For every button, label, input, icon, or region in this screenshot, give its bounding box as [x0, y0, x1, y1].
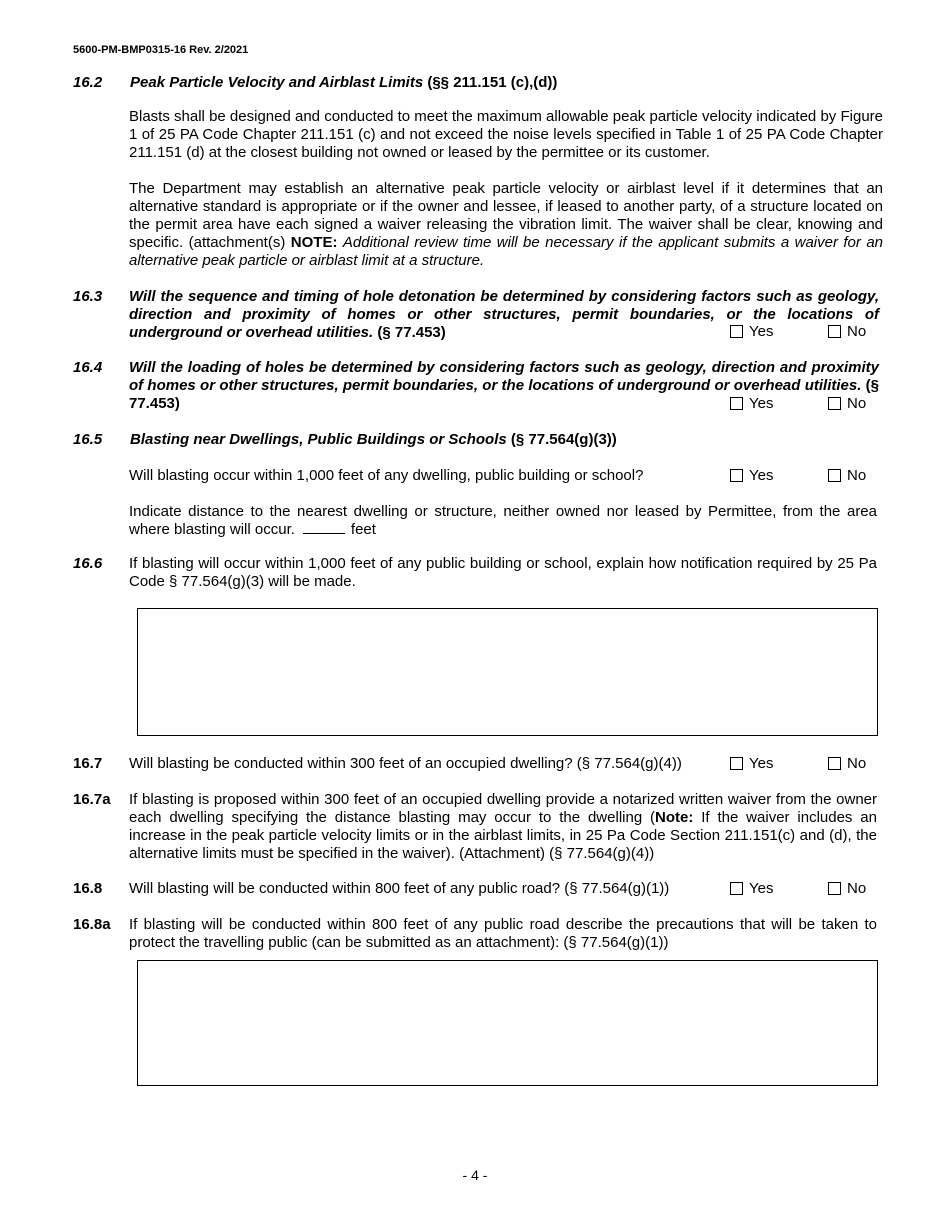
section-16-7-no-option[interactable]: [828, 755, 866, 772]
section-16-5-cite: (§ 77.564(g)(3)): [510, 431, 617, 448]
section-16-5-no-option[interactable]: [828, 467, 866, 484]
yes-label: Yes: [749, 467, 774, 484]
section-16-7a-text-2: If the waiver includes an increase in the peak particle velocity limits or in the airblast limits, in 25 Pa Code Section 211.151(c) and (d), the alternative limits must be specified in the waiver). (Attachment) (§ 77.564(g)(4)): [129, 809, 877, 862]
section-16-7-number: 16.7: [73, 755, 103, 772]
section-16-4-number: 16.4: [73, 359, 103, 376]
section-16-4-no-option[interactable]: [828, 395, 866, 412]
no-label: No: [847, 467, 867, 484]
section-16-7a-text-1: If blasting is proposed within 300 feet of an occupied dwelling provide a notarized written waiver from the owner each dwelling specifying the distance blasting may occur to the dwelling (: [129, 791, 877, 826]
section-16-8-question: Will blasting will be conducted within 800 feet of any public road? (§ 77.564(g)(1)): [129, 880, 670, 897]
yes-label: Yes: [749, 323, 774, 340]
notification-explanation-textbox[interactable]: [137, 608, 878, 736]
distance-input[interactable]: [303, 521, 345, 534]
note-label: NOTE:: [290, 234, 338, 251]
section-16-7-yes-option[interactable]: [730, 755, 773, 772]
road-precautions-textbox[interactable]: [137, 960, 878, 1086]
section-16-8-no-option[interactable]: [828, 880, 866, 897]
yes-label: Yes: [749, 395, 774, 412]
section-16-2-paragraph-1: Blasts shall be designed and conducted to meet the maximum allowable peak particle velocity indicated by Figure 1 of 25 PA Code Chapter 211.151 (c) and not exceed the noise levels specified in Table 1 of 25 PA Code Chapter 211.151 (d) at the closest building not owned or leased by the permittee or its customer.: [129, 108, 883, 161]
section-16-7-no-checkbox[interactable]: [828, 757, 841, 770]
section-16-2-title: [130, 74, 557, 91]
section-16-4-yes-checkbox[interactable]: [730, 397, 743, 410]
section-16-8-yes-checkbox[interactable]: [730, 882, 743, 895]
no-label: No: [847, 755, 867, 772]
section-16-8-number: 16.8: [73, 880, 103, 897]
section-16-5-number: 16.5: [73, 431, 103, 448]
section-16-7a-text: [129, 791, 877, 863]
no-label: No: [847, 880, 867, 897]
section-16-7a-number: 16.7a: [73, 791, 111, 808]
form-id-header: 5600-PM-BMP0315-16 Rev. 2/2021: [73, 44, 249, 56]
section-16-3-no-option[interactable]: [828, 323, 866, 340]
section-16-5-distance: [129, 503, 877, 539]
note-text: Additional review time will be necessary if the applicant submits a waiver for an alternative peak particle or airblast limit at a structure.: [129, 234, 884, 269]
section-16-8-no-checkbox[interactable]: [828, 882, 841, 895]
section-16-8-yes-option[interactable]: [730, 880, 773, 897]
section-16-2-paragraph-2: [129, 180, 883, 270]
section-16-3-yes-option[interactable]: [730, 323, 773, 340]
feet-label: feet: [350, 521, 376, 538]
section-16-4-yes-option[interactable]: [730, 395, 773, 412]
section-16-4-cite: (§ 77.453): [129, 377, 880, 412]
section-16-4-text: Will the loading of holes be determined by considering factors such as geology, direction and proximity of homes or other structures, permit boundaries, or the locations of underground or overhead utilities.: [129, 359, 879, 394]
section-16-6-text: If blasting will occur within 1,000 feet of any public building or school, explain how notification required by 25 Pa Code § 77.564(g)(3) will be made.: [129, 555, 877, 590]
section-16-7-yes-checkbox[interactable]: [730, 757, 743, 770]
section-16-5-yes-checkbox[interactable]: [730, 469, 743, 482]
section-16-6-number: 16.6: [73, 555, 103, 572]
section-16-7-question: Will blasting be conducted within 300 feet of an occupied dwelling? (§ 77.564(g)(4)): [129, 755, 682, 772]
section-16-5-no-checkbox[interactable]: [828, 469, 841, 482]
section-16-2-paragraph-2-text: The Department may establish an alternative peak particle velocity or airblast level if it determines that an alternative standard is appropriate or if the owner and lessee, if leased to another party, of a structure located on the permit area have each signed a waiver releasing the vibration limit. The waiver shall be clear, knowing and specific. (attachment(s): [129, 180, 883, 251]
section-16-3-cite: (§ 77.453): [377, 324, 446, 341]
no-label: No: [847, 323, 867, 340]
no-label: No: [847, 395, 867, 412]
section-16-5-title: [130, 431, 617, 448]
yes-label: Yes: [749, 755, 774, 772]
section-16-3-text: Will the sequence and timing of hole detonation be determined by considering factors such as geology, direction and proximity of homes or other structures, permit boundaries, or the locations of underground or overhead utilities.: [129, 288, 879, 341]
distance-prompt: Indicate distance to the nearest dwelling or structure, neither owned nor leased by Permittee, from the area where blasting will occur.: [129, 503, 877, 538]
section-16-3-no-checkbox[interactable]: [828, 325, 841, 338]
section-16-5-title-text: Blasting near Dwellings, Public Buildings or Schools: [130, 431, 507, 448]
section-16-8a-text: If blasting will be conducted within 800 feet of any public road describe the precautions that will be taken to protect the travelling public (can be submitted as an attachment): (§ 77.564(g)(1)): [129, 916, 877, 951]
section-16-3-yes-checkbox[interactable]: [730, 325, 743, 338]
section-16-7a-note-label: Note:: [655, 809, 694, 826]
section-16-3-number: 16.3: [73, 288, 103, 305]
section-16-2-number: 16.2: [73, 74, 103, 91]
section-16-2-cite: (§§ 211.151 (c),(d)): [427, 74, 558, 91]
section-16-4-no-checkbox[interactable]: [828, 397, 841, 410]
section-16-5-question: Will blasting occur within 1,000 feet of any dwelling, public building or school?: [129, 467, 644, 484]
yes-label: Yes: [749, 880, 774, 897]
section-16-2-title-text: Peak Particle Velocity and Airblast Limits: [130, 74, 424, 91]
section-16-5-yes-option[interactable]: [730, 467, 773, 484]
page-number: - 4 -: [462, 1167, 488, 1183]
section-16-8a-number: 16.8a: [73, 916, 111, 933]
